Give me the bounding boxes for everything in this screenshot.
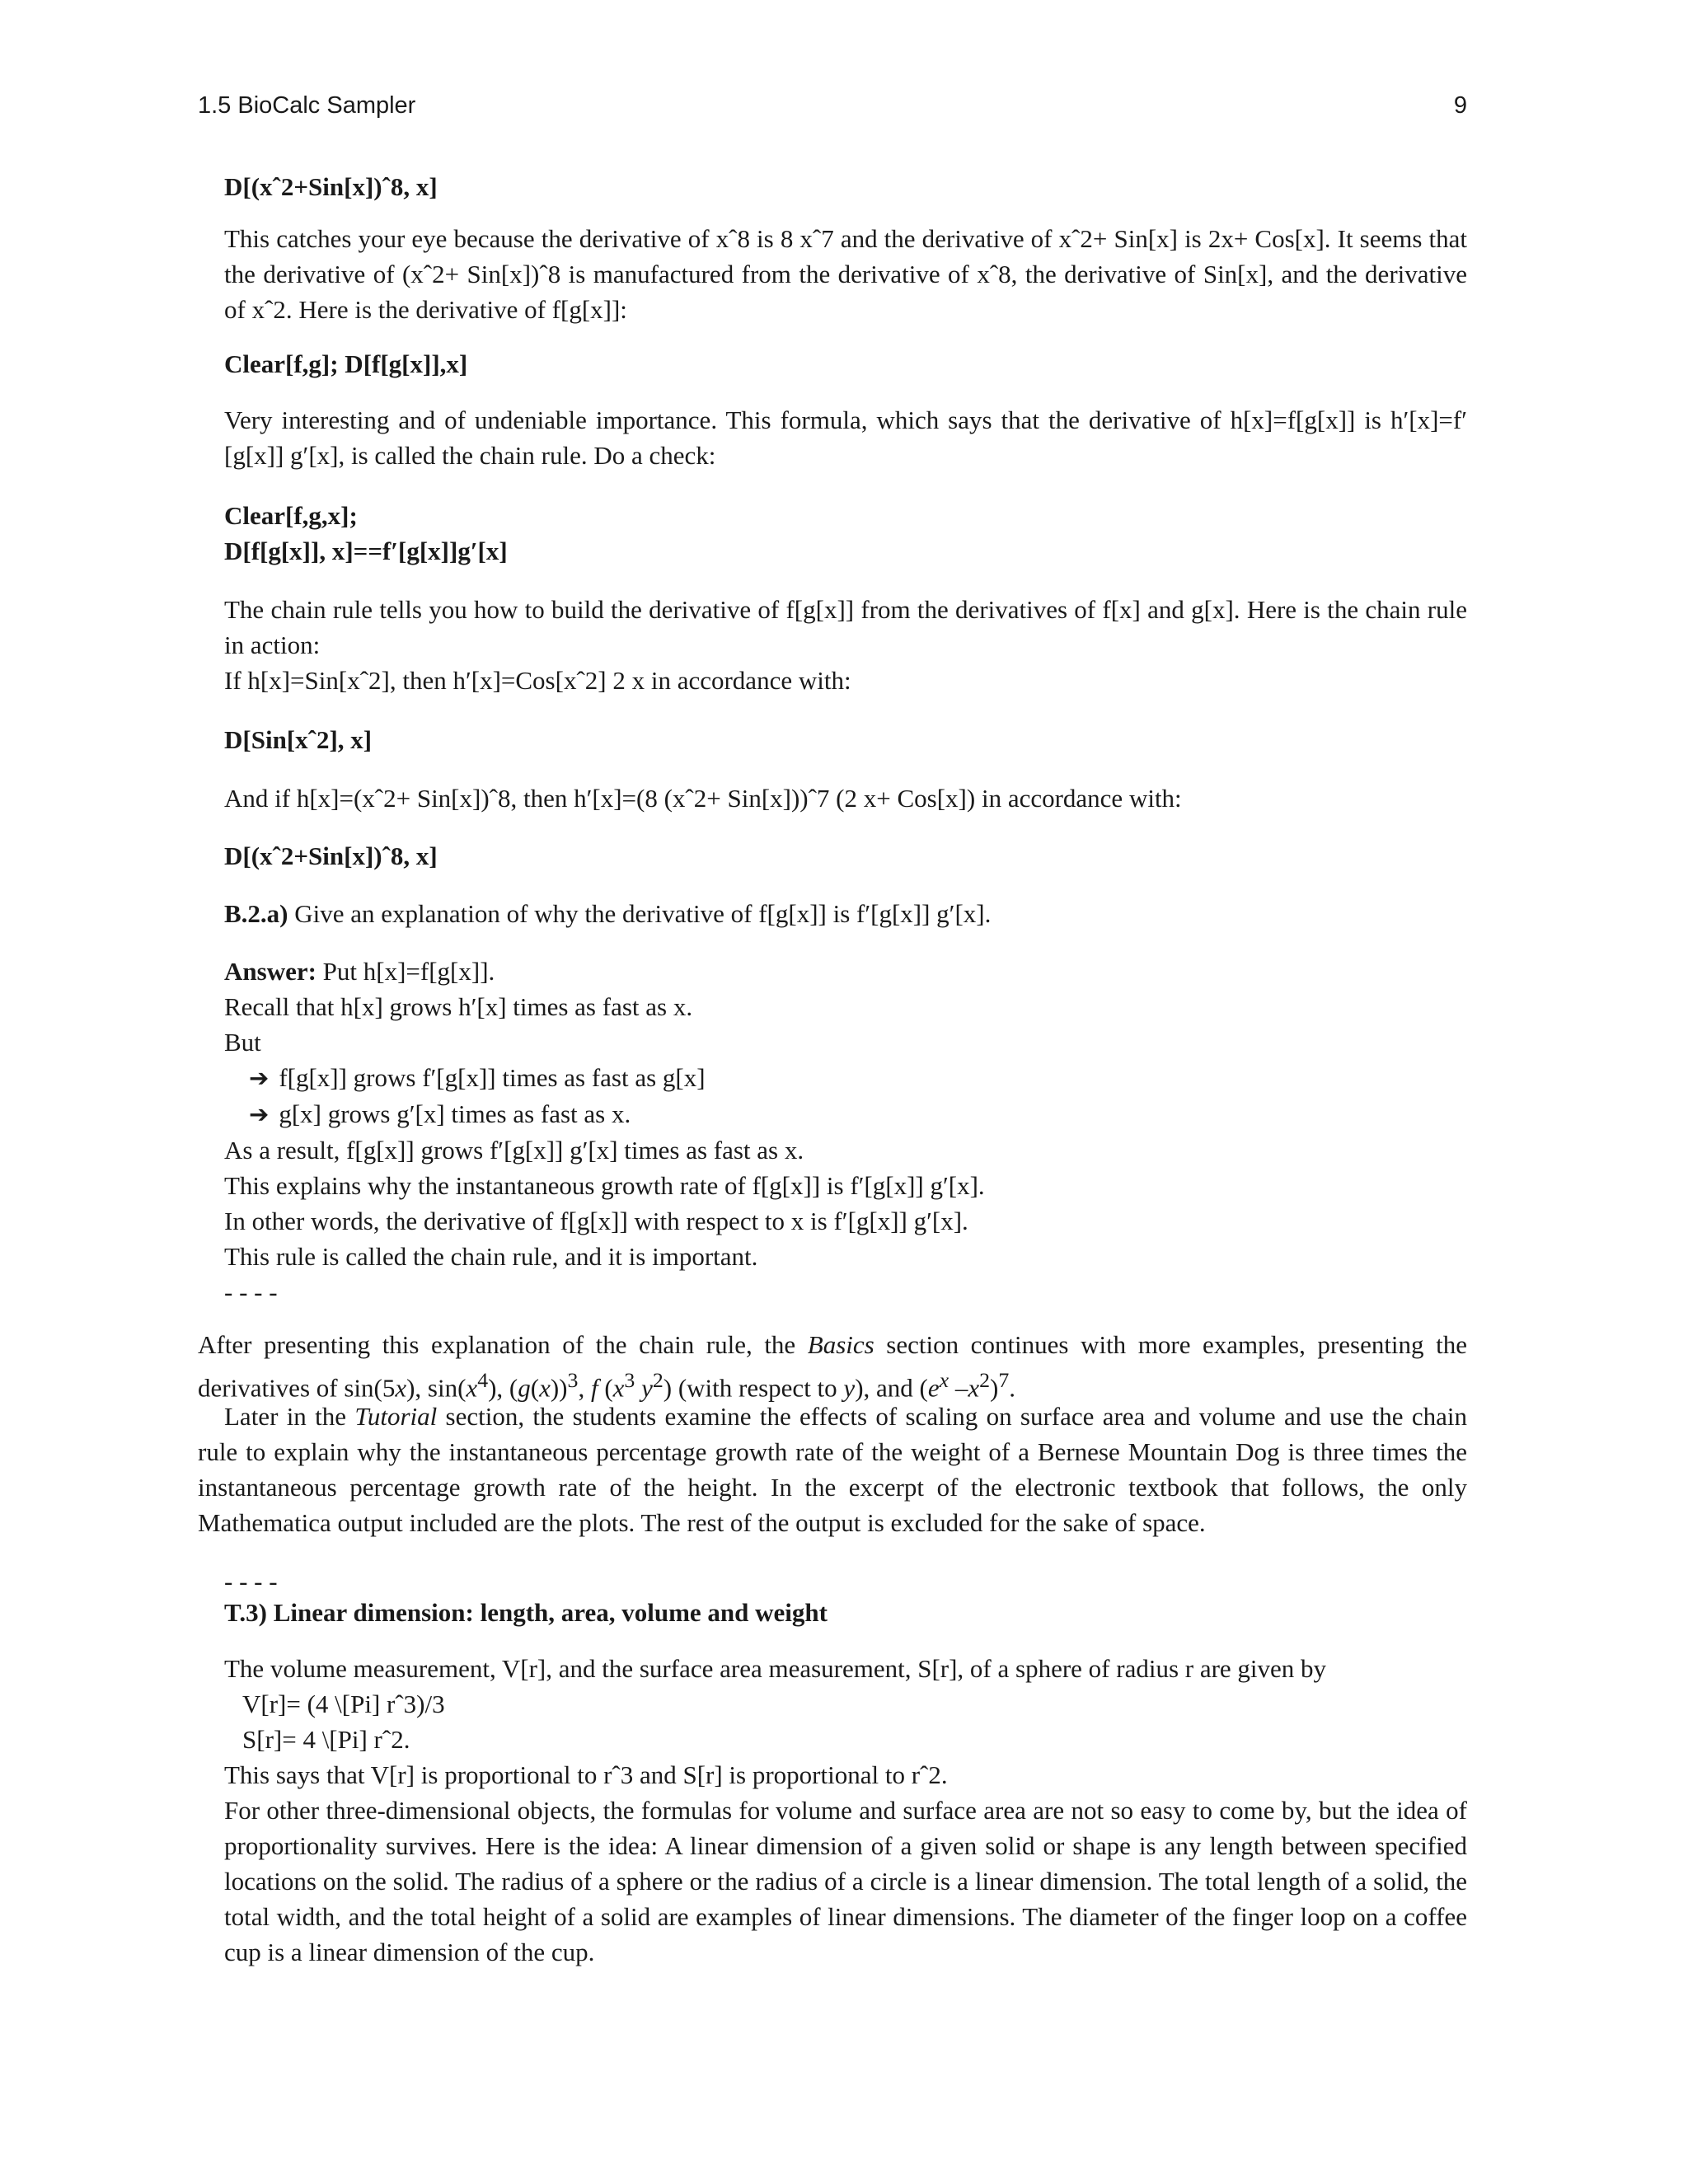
math-var: x xyxy=(612,1373,625,1403)
formula-surface: S[r]= 4 \[Pi] rˆ2. xyxy=(242,1725,410,1754)
answer-line: This explains why the instantaneous growth rate of f[g[x]] is f′[g[x]] g′[x]. xyxy=(224,1171,985,1200)
code-input-4: D[Sin[xˆ2], x] xyxy=(224,725,373,754)
math-exp: 2 xyxy=(652,1368,663,1392)
exercise-question xyxy=(224,896,1467,931)
text-run: section, the students examine the effects of scaling on surface area and volume and use the chain rule to explain why the instantaneous percentage growth rate of the weight of a Bernese Mountain Dog is three times the instantaneous percentage growth rate of the height. In the excerpt of the electronic textbook that follows, the only Mathematica output included are the plots. The rest of the output is excluded for the sake of space. xyxy=(198,1402,1467,1537)
code-input-1: D[(xˆ2+Sin[x])ˆ8, x] xyxy=(224,172,438,201)
code-input-2: Clear[f,g]; D[f[g[x]],x] xyxy=(224,349,468,378)
text-run: ), and ( xyxy=(855,1373,928,1403)
paragraph-text xyxy=(198,1399,1467,1540)
math-var: x xyxy=(539,1373,551,1403)
formula-volume: V[r]= (4 \[Pi] rˆ3)/3 xyxy=(242,1690,445,1718)
answer-bullet xyxy=(224,1096,1467,1132)
math-exp: 2 xyxy=(979,1368,991,1392)
right-arrow-icon: ➔ xyxy=(249,1100,270,1128)
math-var: y xyxy=(843,1373,856,1403)
paragraph-text: The chain rule tells you how to build the derivative of f[g[x]] from the derivatives of f[x] and g[x]. Here is the chain rule in action: xyxy=(224,595,1467,659)
math-var: x xyxy=(968,1373,980,1403)
answer-block xyxy=(224,954,1467,1310)
section-body xyxy=(224,1651,1467,1970)
text-run: . xyxy=(1009,1373,1016,1403)
math-exp: 3 xyxy=(624,1368,635,1392)
header-section-title: 1.5 BioCalc Sampler xyxy=(198,92,416,119)
text-run: – xyxy=(949,1373,968,1403)
code-input-3 xyxy=(224,498,1467,569)
paragraph-text: The volume measurement, V[r], and the surface area measurement, S[r], of a sphere of radius r are given by xyxy=(224,1654,1327,1683)
body-paragraph-basics xyxy=(198,1327,1467,1405)
math-var: g xyxy=(518,1373,531,1403)
answer-line: This rule is called the chain rule, and it is important. xyxy=(224,1242,758,1271)
paragraph-derivative-intro: This catches your eye because the derivative of xˆ8 is 8 xˆ7 and the derivative of xˆ2+ Sin[x] is 2x+ Cos[x]. It seems that the derivative of (xˆ2+ Sin[x])ˆ8 is manufactured from the derivative of xˆ8, the derivative of Sin[x], and the derivative of xˆ2. Here is the derivative of f[g[x]]: xyxy=(224,224,1467,324)
text-run: Tutorial xyxy=(354,1402,438,1431)
code-input-5: D[(xˆ2+Sin[x])ˆ8, x] xyxy=(224,841,438,870)
body-paragraph-tutorial xyxy=(198,1399,1467,1540)
code-line: Clear[f,g,x]; xyxy=(224,501,358,530)
answer-line: But xyxy=(224,1028,261,1057)
paragraph-text: If h[x]=Sin[xˆ2], then h′[x]=Cos[xˆ2] 2 x in accordance with: xyxy=(224,666,851,695)
text-run: Later in the xyxy=(224,1402,355,1431)
page-number: 9 xyxy=(1453,92,1467,119)
answer-bullet-text: f[g[x]] grows f′[g[x]] times as fast as g[x] xyxy=(279,1063,706,1092)
math-var: x xyxy=(939,1368,950,1392)
answer-label: Answer: xyxy=(224,957,316,986)
text-run: )) xyxy=(550,1373,568,1403)
math-exp: 3 xyxy=(567,1368,579,1392)
paragraph-chain-rule: Very interesting and of undeniable importance. This formula, which says that the derivative of h[x]=f[g[x]] is h′[x]=f′[g[x]] g′[x], is called the chain rule. Do a check: xyxy=(224,405,1467,470)
text-run: ) xyxy=(990,1373,999,1403)
answer-bullet-text: g[x] grows g′[x] times as fast as x. xyxy=(279,1099,631,1128)
text-run: , xyxy=(578,1373,591,1403)
math-var: f xyxy=(590,1373,598,1403)
math-var: e xyxy=(927,1373,940,1403)
text-run: ) (with respect to xyxy=(663,1373,844,1403)
text-run: section continues with more examples, presenting the derivatives of sin(5 xyxy=(198,1330,1467,1403)
math-var: x xyxy=(395,1373,407,1403)
answer-bullet xyxy=(224,1060,1467,1096)
code-line: D[f[g[x]], x]==f′[g[x]]g′[x] xyxy=(224,537,508,565)
text-run: ( xyxy=(598,1373,613,1403)
separator-dashes: - - - - xyxy=(224,1567,278,1596)
text-run: ), ( xyxy=(488,1373,518,1403)
answer-text: Put h[x]=f[g[x]]. xyxy=(316,957,495,986)
text-run: After presenting this explanation of the chain rule, the xyxy=(198,1330,808,1359)
right-arrow-icon: ➔ xyxy=(249,1064,270,1092)
paragraph-chain-rule-action xyxy=(224,592,1467,698)
text-run: ), sin( xyxy=(406,1373,467,1403)
math-var: y xyxy=(641,1373,653,1403)
separator-dashes: - - - - xyxy=(224,1277,278,1306)
question-label: B.2.a) xyxy=(224,899,288,928)
answer-line: Recall that h[x] grows h′[x] times as fast as x. xyxy=(224,992,693,1021)
paragraph-second-example: And if h[x]=(xˆ2+ Sin[x])ˆ8, then h′[x]=(8 (xˆ2+ Sin[x]))ˆ7 (2 x+ Cos[x]) in accordance with: xyxy=(224,784,1182,813)
answer-line xyxy=(224,954,1467,989)
answer-line: In other words, the derivative of f[g[x]] with respect to x is f′[g[x]] g′[x]. xyxy=(224,1207,968,1235)
answer-line: As a result, f[g[x]] grows f′[g[x]] g′[x] times as fast as x. xyxy=(224,1136,804,1165)
question-text: Give an explanation of why the derivative of f[g[x]] is f′[g[x]] g′[x]. xyxy=(288,899,992,928)
running-header xyxy=(198,92,1467,134)
math-exp xyxy=(940,1368,949,1392)
math-exp: 7 xyxy=(998,1368,1010,1392)
math-var: x xyxy=(466,1373,478,1403)
math-exp: 4 xyxy=(477,1368,489,1392)
paragraph-text: This says that V[r] is proportional to rˆ3 and S[r] is proportional to rˆ2. xyxy=(224,1760,948,1789)
paragraph-text: For other three-dimensional objects, the formulas for volume and surface area are not so easy to come by, but the idea of proportionality survives. Here is the idea: A linear dimension of a given solid or shape is any length between specified locations on the solid. The radius of a sphere or the radius of a circle is a linear dimension. The total length of a solid, the total width, and the total height of a solid are examples of linear dimensions. The diameter of the finger loop on a coffee cup is a linear dimension of the cup. xyxy=(224,1796,1467,1966)
text-run: Basics xyxy=(807,1330,874,1359)
section-heading: T.3) Linear dimension: length, area, volume and weight xyxy=(224,1598,828,1627)
text-run: ( xyxy=(530,1373,540,1403)
